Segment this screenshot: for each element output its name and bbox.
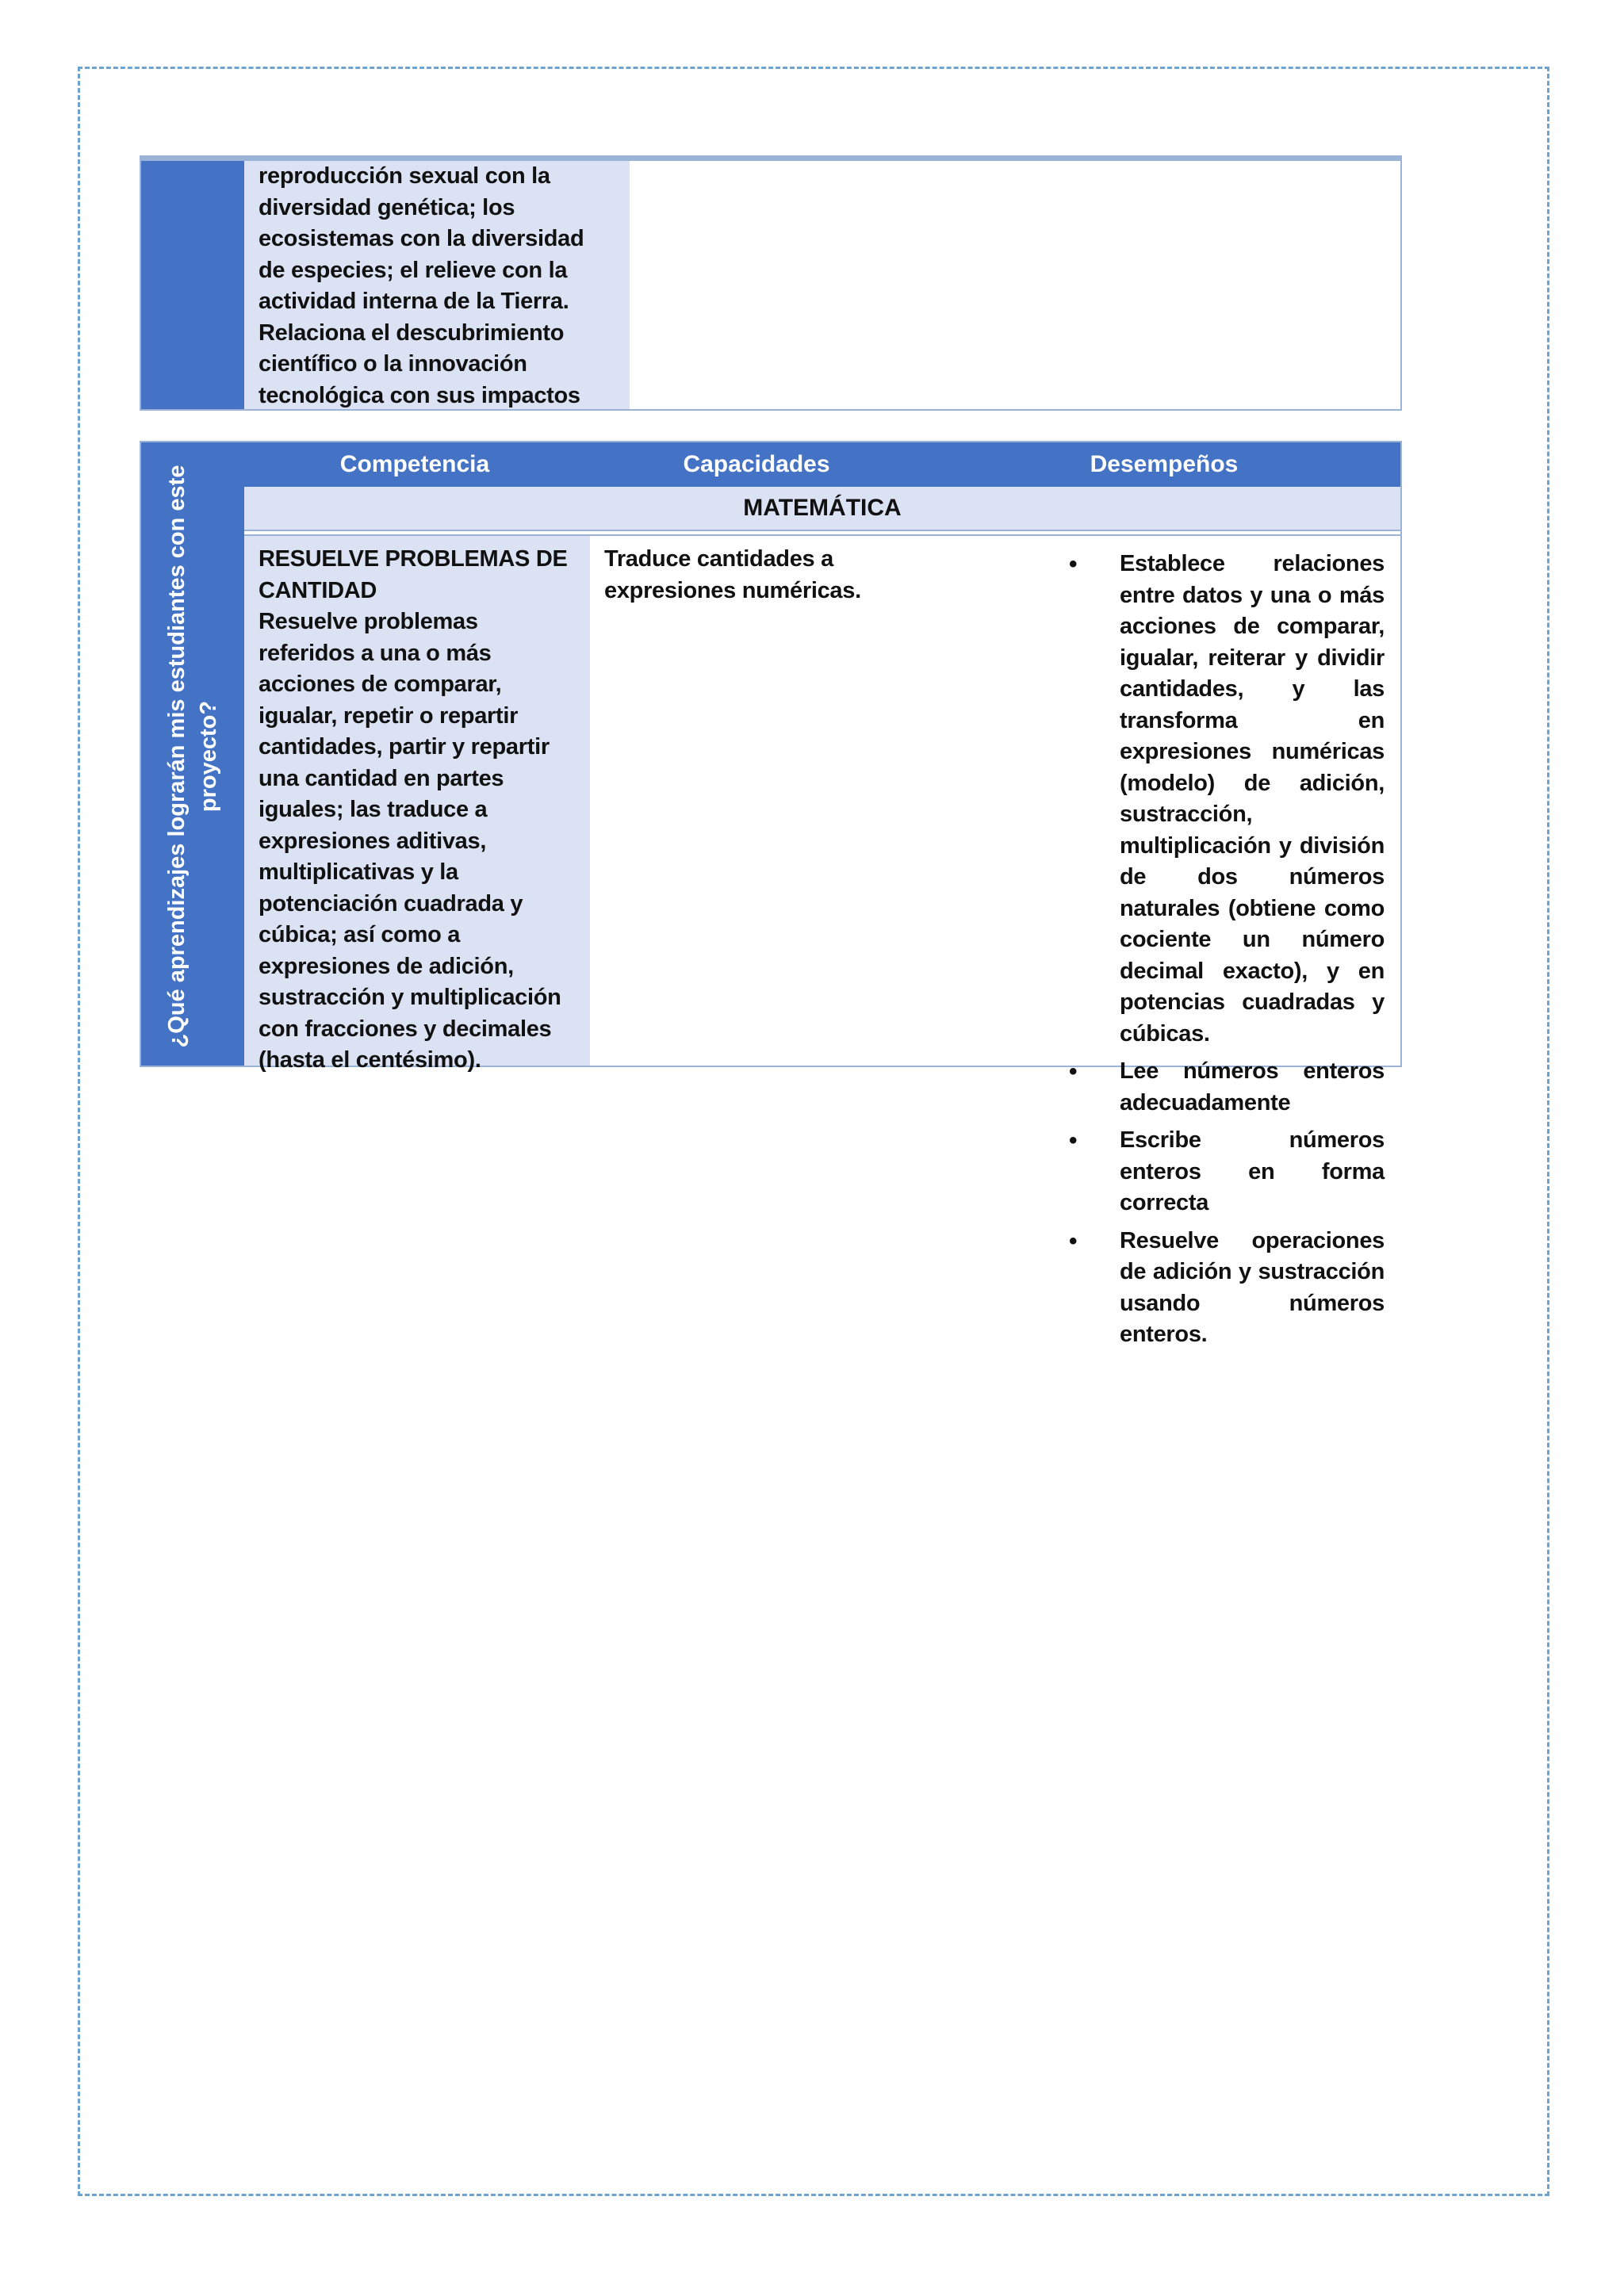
list-item — [915, 1056, 1385, 1119]
cell-line: reproducción sexual con la — [259, 163, 550, 189]
capacidades-cell — [590, 536, 915, 1066]
list-item — [915, 544, 1385, 1050]
cell-line: con fracciones y decimales — [259, 1016, 552, 1042]
cell-line: de especies; el relieve con la — [259, 257, 568, 283]
subject-row: MATEMÁTICA — [244, 487, 1400, 531]
cell-line: iguales; las traduce a — [259, 797, 488, 822]
side-header-cell — [141, 161, 244, 409]
cell-line: Relaciona el descubrimiento — [259, 320, 565, 346]
cell-line: (hasta el centésimo). — [259, 1047, 481, 1073]
cell-line: cantidades, partir y repartir — [259, 734, 550, 760]
header-capacidades: Capacidades — [683, 451, 830, 477]
desempenos-cell — [915, 536, 1400, 1347]
competencia-continuation-cell — [244, 161, 630, 409]
learning-table — [140, 441, 1402, 1347]
cell-line: expresiones aditivas, — [259, 828, 487, 854]
continuation-table — [140, 155, 1402, 411]
desempeno-text: Escribe números enteros en forma correcta — [1120, 1127, 1385, 1215]
cell-line: CANTIDAD — [259, 577, 377, 603]
empty-cell — [630, 161, 1400, 409]
cell-line: Resuelve problemas — [259, 609, 478, 634]
desempeno-text: Lee números enteros adecuadamente — [1120, 1058, 1385, 1115]
desempeno-text: Resuelve operaciones de adición y sustracción usando números enteros. — [1120, 1227, 1385, 1347]
cell-line: multiplicativas y la — [259, 859, 458, 885]
header-competencia: Competencia — [339, 451, 490, 477]
header-desempenos: Desempeños — [1090, 451, 1239, 477]
side-header-cell — [141, 442, 244, 1066]
bullet-icon: • — [1069, 1227, 1078, 1254]
cell-line: potenciación cuadrada y — [259, 890, 523, 916]
cell-line: cúbica; así como a — [259, 922, 461, 947]
cell-line: expresiones numéricas. — [604, 577, 861, 603]
cell-line: referidos a una o más — [259, 640, 492, 666]
cell-line: científico o la innovación — [259, 351, 527, 377]
list-item — [915, 1125, 1385, 1219]
bullet-icon: • — [1069, 1058, 1078, 1085]
cell-line: una cantidad en partes — [259, 765, 504, 791]
list-item — [915, 1226, 1385, 1351]
bullet-icon: • — [1069, 551, 1078, 577]
competencia-cell — [244, 536, 590, 1073]
cell-line: diversidad genética; los — [259, 194, 515, 220]
cell-line: ecosistemas con la diversidad — [259, 226, 584, 251]
cell-line: acciones de comparar, — [259, 672, 502, 697]
cell-line: igualar, repetir o repartir — [259, 702, 519, 729]
bullet-icon: • — [1069, 1127, 1078, 1154]
cell-line: Traduce cantidades a — [604, 546, 833, 572]
cell-line: sustracción y multiplicación — [259, 985, 561, 1010]
table-header-row — [244, 442, 1400, 487]
cell-line: tecnológica con sus impactos — [259, 382, 580, 408]
cell-line: actividad interna de la Tierra. — [259, 289, 569, 314]
desempenos-list — [915, 544, 1385, 1351]
desempeno-text: Establece relaciones entre datos y una o más acciones de comparar, igualar, reiterar y dividir cantidades, y las transforma en expresiones numéricas (modelo) de adición, sustracción, multiplicación y división de dos números naturales (obtiene como cociente un número decimal exacto), y en potencias cuadradas y cúbicas. — [1120, 551, 1385, 1047]
side-header-label: ¿Qué aprendizajes lograrán mis estudiantes con este proyecto? — [164, 465, 221, 1048]
cell-line: expresiones de adición, — [259, 953, 514, 979]
cell-line: RESUELVE PROBLEMAS DE — [259, 546, 568, 572]
